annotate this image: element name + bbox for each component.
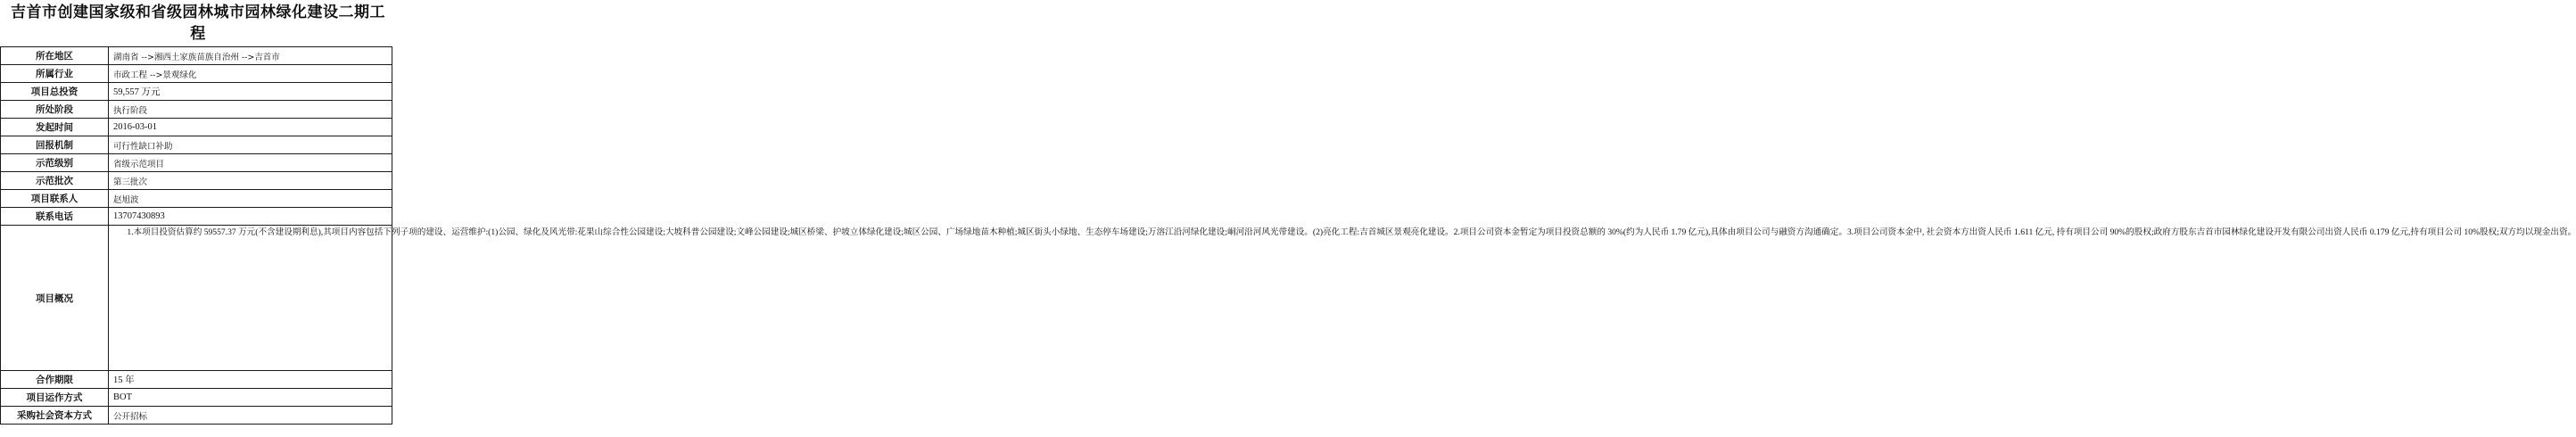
- row-label-start-date: 发起时间: [1, 119, 109, 136]
- row-label-overview: 项目概况: [1, 226, 109, 371]
- row-value-start-date: 2016-03-01: [109, 119, 392, 136]
- row-label-region: 所在地区: [1, 47, 109, 65]
- row-value-demo-level: 省级示范项目: [109, 154, 392, 172]
- row-value-operation-mode: BOT: [109, 389, 392, 407]
- table-row: [1, 136, 392, 154]
- row-label-operation-mode: 项目运作方式: [1, 389, 109, 407]
- table-row: [1, 407, 392, 425]
- row-value-region: 湖南省 -->湘西土家族苗族自治州 -->吉首市: [109, 47, 392, 65]
- row-value-demo-batch: 第三批次: [109, 172, 392, 190]
- row-value-cooperation-period: 15 年: [109, 371, 392, 389]
- table-row: [1, 208, 392, 226]
- page-title: 吉首市创建国家级和省级园林城市园林绿化建设二期工程: [11, 4, 385, 43]
- table-row: [1, 119, 392, 136]
- row-label-procurement-method: 采购社会资本方式: [1, 407, 109, 425]
- row-value-stage: 执行阶段: [109, 101, 392, 119]
- row-label-total-investment: 项目总投资: [1, 83, 109, 101]
- table-row: [1, 371, 392, 389]
- row-value-contact-person: 赵旭波: [109, 190, 392, 208]
- table-row: [1, 190, 392, 208]
- row-label-return-mechanism: 回报机制: [1, 136, 109, 154]
- table-row: [1, 47, 392, 65]
- row-label-stage: 所处阶段: [1, 101, 109, 119]
- table-row: [1, 83, 392, 101]
- row-label-demo-level: 示范级别: [1, 154, 109, 172]
- row-value-phone: 13707430893: [109, 208, 392, 226]
- row-label-demo-batch: 示范批次: [1, 172, 109, 190]
- row-label-contact-person: 项目联系人: [1, 190, 109, 208]
- table-row: [1, 154, 392, 172]
- table-row: [1, 101, 392, 119]
- table-row: [1, 226, 392, 371]
- table-row: [1, 65, 392, 83]
- row-value-total-investment: 59,557 万元: [109, 83, 392, 101]
- row-value-return-mechanism: 可行性缺口补助: [109, 136, 392, 154]
- project-overview-text: 1.本项目投资估算约 59557.37 万元(不含建设期利息),其项目内容包括下列子项的建设、运营维护:(1)公园、绿化及风光带:花果山综合性公园建设;大坡科普公园建设;文峰公园建设;城区桥梁、护坡立体绿化建设;城区公园、广场绿地苗木种植;城区街头小绿地、生态停车场建设;万溶江沿河绿化建设;峒河沿河风光带建设。(2)亮化工程:吉首城区景观亮化建设。2.项目公司资本金暂定为项目投资总额的 30%(约为人民币 1.79 亿元),具体由项目公司与融资方沟通确定。3.项目公司资本金中, 社会资本方出资人民币 1.611 亿元, 持有项目公司 90%的股权;政府方股东吉首市园林绿化建设开发有限公司出资人民币 0.179 亿元,持有项目公司 10%股权;双方均以现金出资。: [109, 226, 392, 371]
- row-label-phone: 联系电话: [1, 208, 109, 226]
- row-label-cooperation-period: 合作期限: [1, 371, 109, 389]
- table-row: [1, 389, 392, 407]
- row-label-industry: 所属行业: [1, 65, 109, 83]
- row-value-procurement-method: 公开招标: [109, 407, 392, 425]
- row-value-industry: 市政工程 -->景观绿化: [109, 65, 392, 83]
- table-row: [1, 172, 392, 190]
- project-info-table: [0, 46, 2576, 425]
